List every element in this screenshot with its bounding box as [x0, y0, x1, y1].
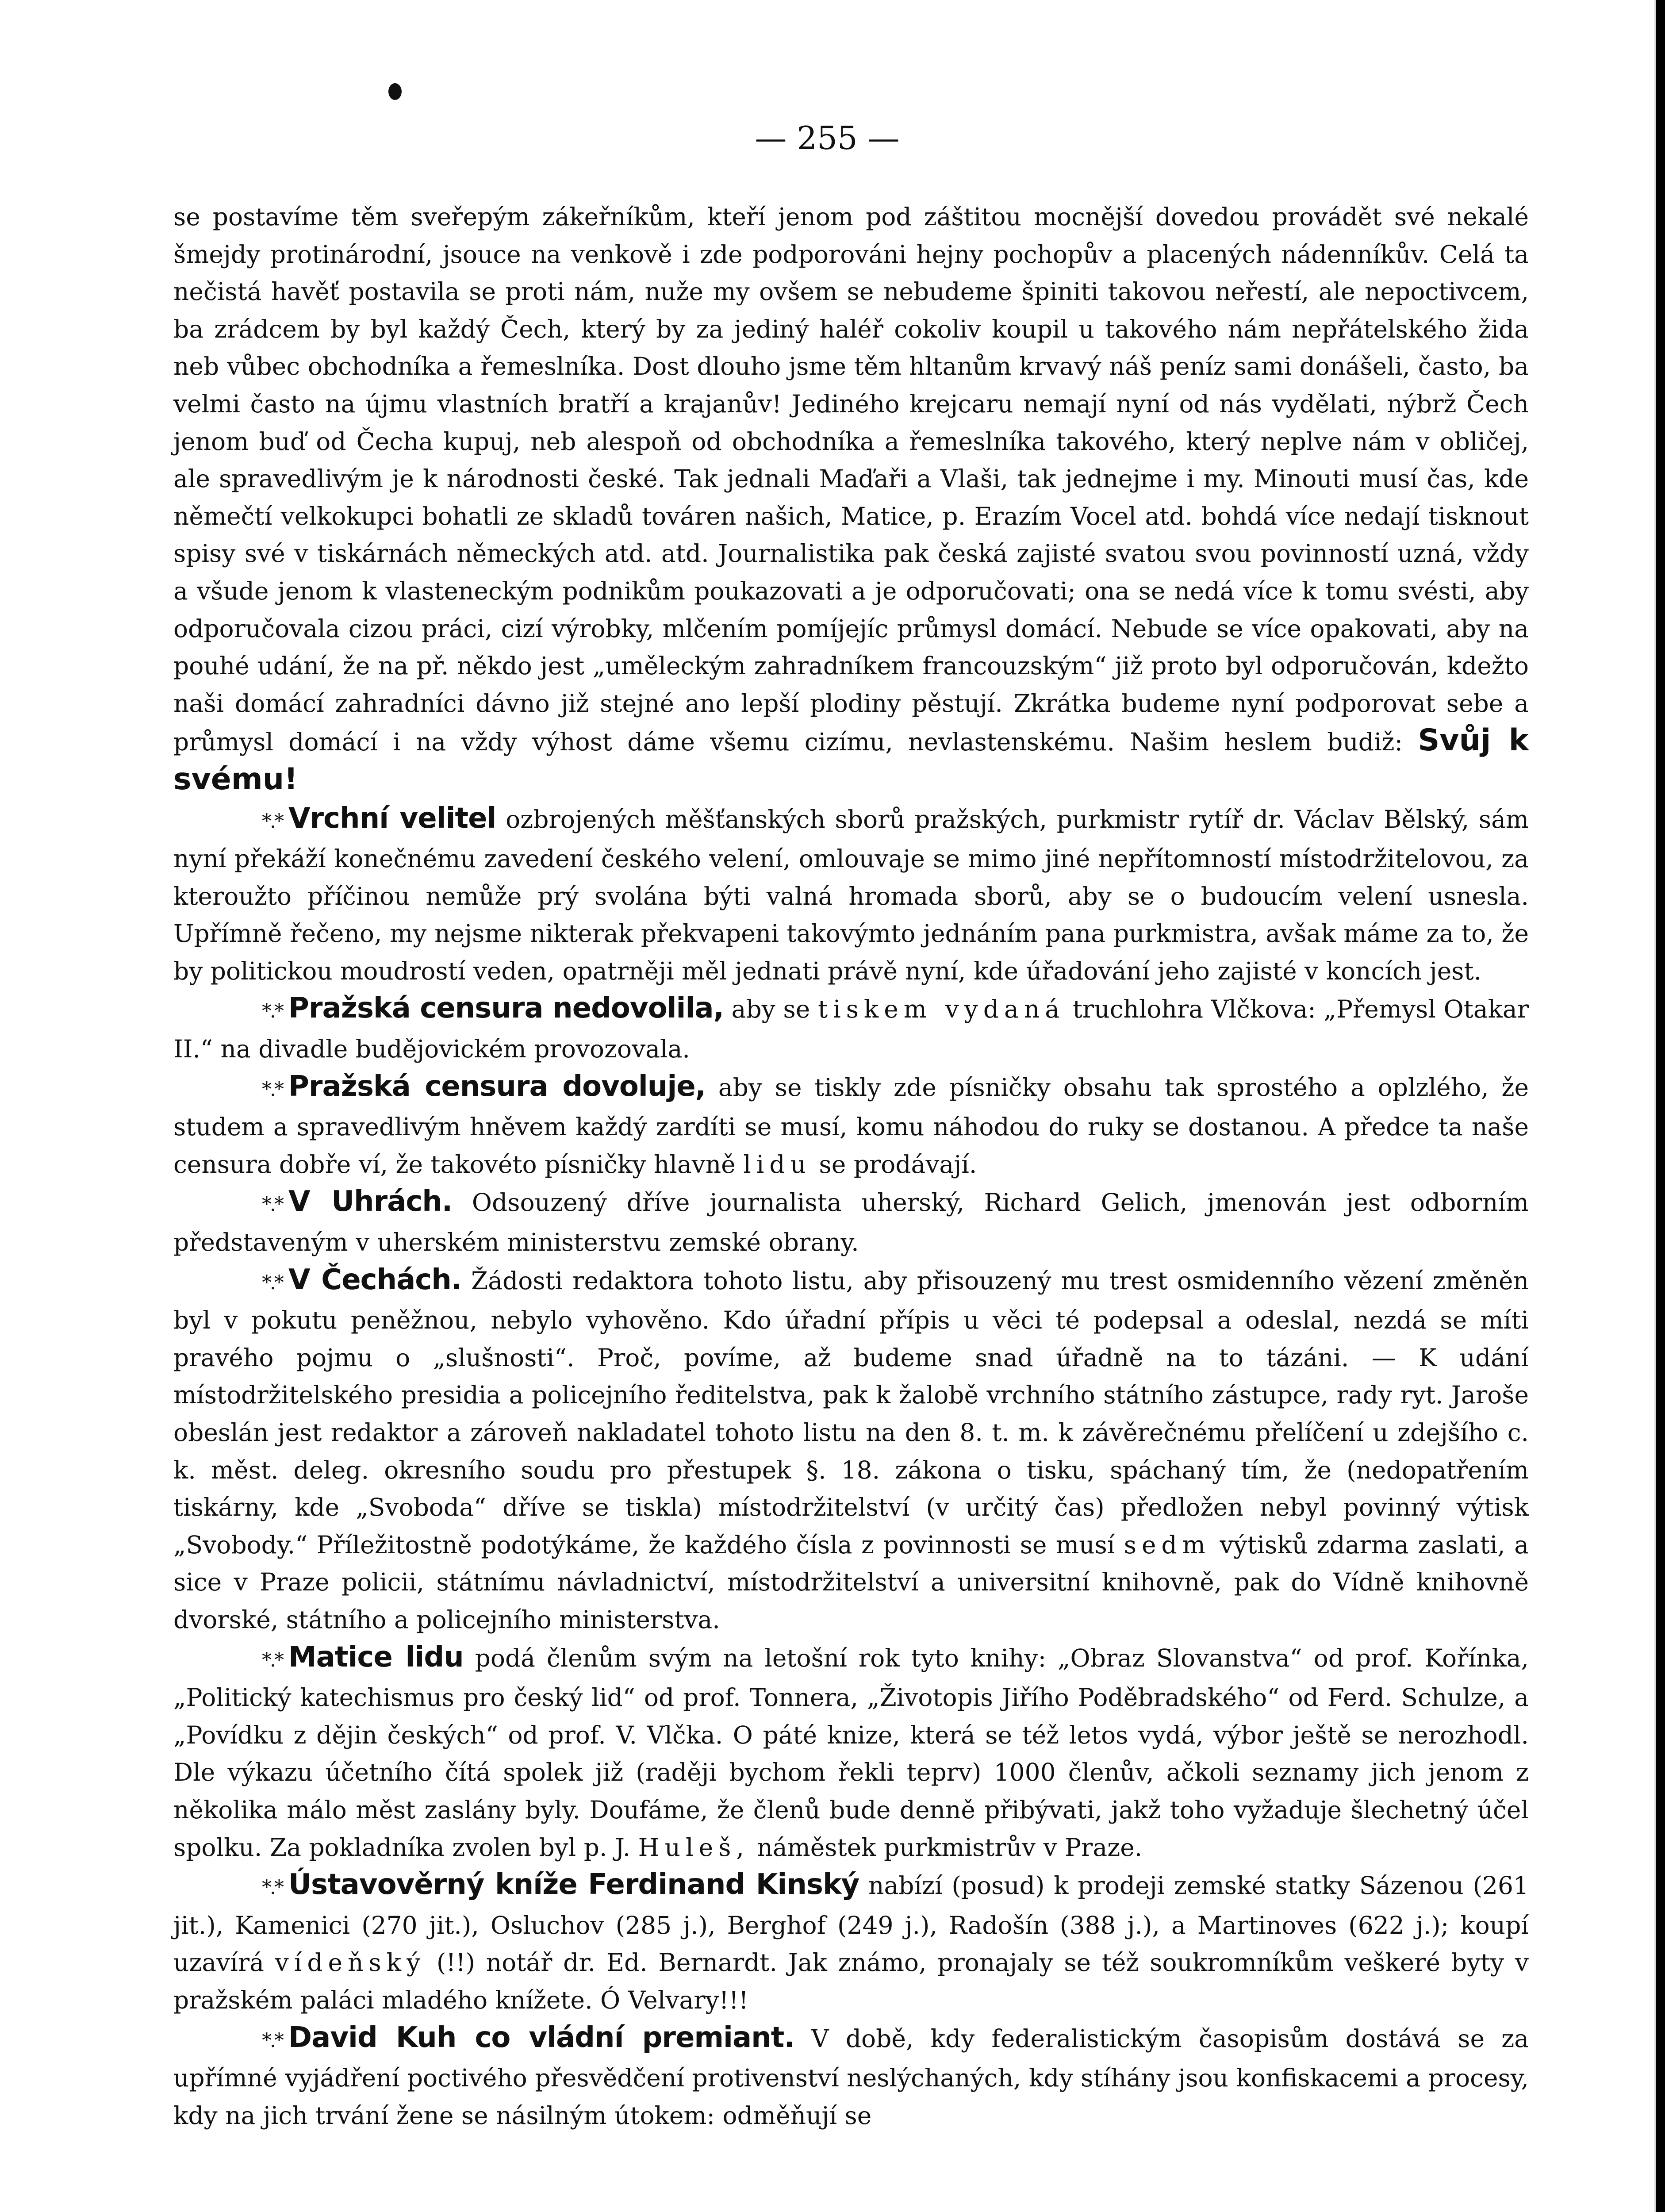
- news-item-v-cechach: [173, 1261, 1529, 1639]
- page-number: — 255 —: [755, 119, 900, 157]
- news-item-censura-nedovolila: [173, 990, 1529, 1068]
- news-item-matice-lidu: [173, 1639, 1529, 1866]
- item-text: aby se: [731, 995, 810, 1024]
- spaced-text: tiskem vydaná: [818, 995, 1065, 1024]
- item-text: se prodávají.: [819, 1150, 977, 1179]
- item-heading: David Kuh co vládní premiant.: [288, 2021, 794, 2054]
- item-heading: V Uhrách.: [288, 1185, 453, 1218]
- asterism-icon: *.*: [262, 1271, 282, 1294]
- item-text: náměstek purkmistrův v Praze.: [757, 1833, 1143, 1862]
- item-heading: Pražská censura dovoluje,: [288, 1070, 706, 1103]
- item-text: Odsouzený dříve journalista uherský, Richard Gelich, jmenován jest odborním představeným v uherském ministerstvu zemské obrany.: [173, 1188, 1529, 1257]
- ink-dot: [388, 83, 402, 100]
- item-text: V době, kdy federalistickým časopisům dostává se za upřímné vyjádření poctivého přesvědčení protivenství neslýchaných, kdy stíhány jsou konfiskacemi a procesy, kdy na jich trvání žene se násilným útokem: odměňují se: [173, 2024, 1529, 2130]
- paragraph-intro: [173, 198, 1529, 800]
- news-item-censura-dovoluje: [173, 1068, 1529, 1183]
- news-item-kinsky: [173, 1866, 1529, 2019]
- item-heading: Vrchní velitel: [288, 802, 496, 835]
- item-text: ozbrojených měšťanských sborů pražských, purkmistr rytíř dr. Václav Bělský, sám nyní překáží konečnému zavedení českého velení, omlouvaje se mimo jiné nepřítomností místodržitelovou, za kteroužto příčinou nemůže prý svolána býti valná hromada sborů, aby se o budoucím velení usnesla. Upřímně řečeno, my nejsme nikterak překvapeni takovýmto jednáním pana purkmistra, avšak máme za to, že by politickou moudrostí veden, opatrněji měl jednati právě nyní, kde úřadování jeho zajisté v koncích jest.: [173, 805, 1529, 985]
- news-item-david-kuh: [173, 2019, 1529, 2135]
- item-text: podá členům svým na letošní rok tyto knihy: „Obraz Slovanstva“ od prof. Kořínka, „Politický katechismus pro český lid“ od prof. Tonnera, „Životopis Jiřího Poděbradského“ od Ferd. Schulze, a „Povídku z dějin českých“ od prof. V. Vlčka. O páté knize, která se též letos vydá, výbor ještě se nerozhodl. Dle výkazu účetního čítá spolek již (raději bychom řekli teprv) 1000 členův, ačkoli seznamy jich jenom z několika málo měst zaslány byly. Doufáme, že členů bude denně přibývati, jakž toho vyžaduje šlechetný účel spolku. Za pokladníka zvolen byl p. J.: [173, 1644, 1529, 1862]
- asterism-icon: *.*: [262, 810, 282, 833]
- news-item-vrchni-velitel: [173, 800, 1529, 990]
- item-heading: V Čechách.: [288, 1263, 462, 1296]
- paragraph-text: se postavíme těm sveřepým zákeřníkům, kteří jenom pod záštitou mocnější dovedou provádět své nekalé šmejdy protinárodní, jsouce na venkově i zde podporováni hejny pochopův a placených nádenníkův. Celá ta nečistá havěť postavila se proti nám, nuže my ovšem se nebudeme špiniti takovou neřestí, ale nepoctivcem, ba zrádcem by byl každý Čech, který by za jediný haléř cokoliv koupil u takového nám nepřátelského žida neb vůbec obchodníka a řemeslníka. Dost dlouho jsme těm hltanům krvavý náš peníz sami donášeli, často, ba velmi často na újmu vlastních bratří a krajanův! Jediného krejcaru nemají nyní od nás vydělati, nýbrž Čech jenom buď od Čecha kupuj, neb alespoň od obchodníka a řemeslníka takového, který neplve nám v obličej, ale spravedlivým je k národnosti české. Tak jednali Maďaři a Vlaši, tak jednejme i my. Minouti musí čas, kde němečtí velkokupci bohatli ze skladů továren našich, Matice, p. Erazím Vocel atd. bohdá více nedají tisknout spisy své v tiskárnách německých atd. atd. Journalistika pak česká zajisté svatou svou povinností uzná, vždy a všude jenom k vlasteneckým podnikům poukazovati a je odporučovati; ona se nedá více k tomu svésti, aby odporučovala cizou práci, cizí výrobky, mlčením pomíjejíc průmysl domácí. Nebude se více opakovati, aby na pouhé udání, že na př. někdo jest „uměleckým zahradníkem francouzským“ již proto byl odporučován, kdežto naši domácí zahradníci dávno již stejné ano lepší plodiny pěstují. Zkrátka budeme nyní podporovat sebe a průmysl domácí i na vždy výhost dáme všemu cizímu, nevlastenskému. Našim heslem budiž:: [173, 203, 1529, 757]
- asterism-icon: *.*: [262, 1078, 282, 1101]
- item-text: aby se tiskly zde písničky obsahu tak sprostého a oplzlého, že studem a spravedlivým hněvem každý zardíti se musí, komu náhodou do ruky se dostanou. A předce ta naše censura dobře ví, že takovéto písničky hlavně: [173, 1073, 1529, 1179]
- body-text: [173, 198, 1529, 2134]
- spaced-text: vídeňský: [275, 1948, 426, 1977]
- asterism-icon: *.*: [262, 1876, 282, 1899]
- spaced-text: sedm: [1124, 1530, 1211, 1559]
- asterism-icon: *.*: [262, 2029, 282, 2052]
- item-heading: Ústavověrný kníže Ferdinand Kinský: [288, 1868, 859, 1901]
- spaced-text: lidu: [743, 1150, 811, 1179]
- item-heading: Pražská censura nedovolila,: [288, 992, 724, 1025]
- item-text: (!!) notář dr. Ed. Bernardt. Jak známo, pronajaly se též soukromníkům veškeré byty v pražském paláci mladého knížete. Ó Velvary!!!: [173, 1948, 1529, 2014]
- item-text: výtisků zdarma zaslati, a sice v Praze policii, státnímu návladnictví, místodržitelství a universitní knihovně, pak do Vídně knihovně dvorské, státního a policejního ministerstva.: [173, 1530, 1529, 1634]
- item-heading: Matice lidu: [288, 1640, 464, 1674]
- spaced-text: Huleš,: [638, 1833, 749, 1862]
- motto: Svůj k svému!: [173, 723, 1529, 797]
- item-text: truchlohra Vlčkova: „Přemysl Otakar II.“ na divadle budějovickém provozovala.: [173, 995, 1529, 1064]
- item-text: Žádosti redaktora tohoto listu, aby přisouzený mu trest osmidenního vězení změněn byl v pokutu peněžnou, nebylo vyhověno. Kdo úřadní přípis u věci té podepsal a odeslal, nezdá se míti pravého pojmu o „slušnosti“. Proč, povíme, až budeme snad úřadně na to tázáni. — K udání místodržitelského presidia a policejního ředitelstva, pak k žalobě vrchního státního zástupce, rady ryt. Jaroše obeslán jest redaktor a zároveň nakladatel tohoto listu na den 8. t. m. k závěrečnému přelíčení u zdejšího c. k. měst. deleg. okresního soudu pro přestupek §. 18. zákona o tisku, spáchaný tím, že (nedopatřením tiskárny, kde „Svoboda“ dříve se tiskla) místodržitelství (v určitý čas) předložen nebyl povinný výtisk „Svobody.“ Příležitostně podotýkáme, že každého čísla z povinnosti se musí: [173, 1266, 1529, 1559]
- news-item-v-uhrach: [173, 1183, 1529, 1261]
- asterism-icon: *.*: [262, 1000, 282, 1023]
- asterism-icon: *.*: [262, 1648, 282, 1671]
- item-text: nabízí (posud) k prodeji zemské statky Sázenou (261 jit.), Kamenici (270 jit.), Osluchov (285 j.), Berghof (249 j.), Radošín (388 j.), a Martinoves (622 j.); koupí uzavírá: [173, 1871, 1529, 1977]
- asterism-icon: *.*: [262, 1193, 282, 1216]
